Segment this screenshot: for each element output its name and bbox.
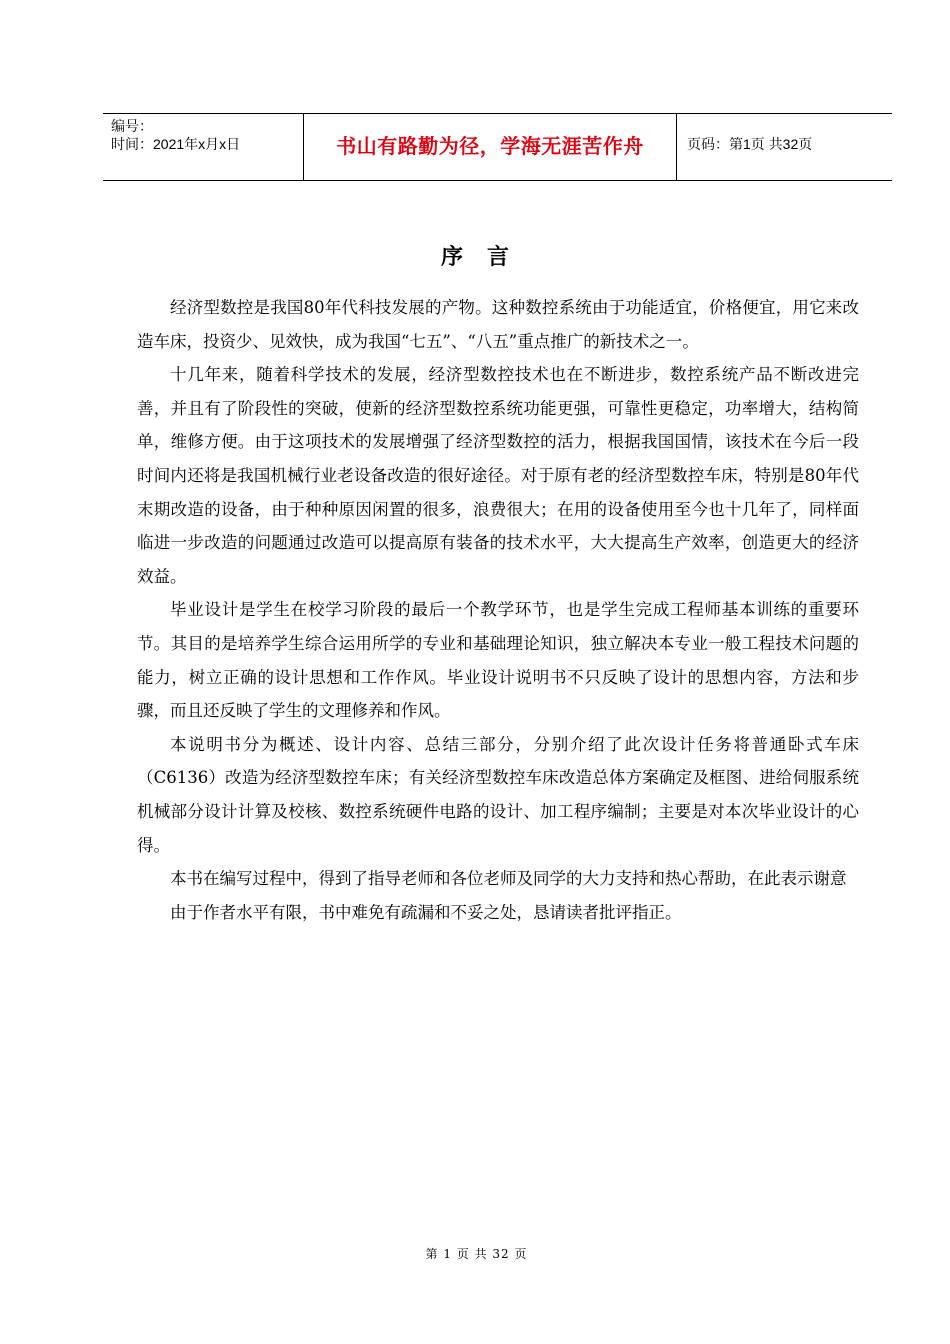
paragraph: 毕业设计是学生在校学习阶段的最后一个教学环节，也是学生完成工程师基本训练的重要环节。其目的是培养学生综合运用所学的专业和基础理论知识，独立解决本专业一般工程技术问题的能力，树立正确的设计思想和工作作风。毕业设计说明书不只反映了设计的思想内容，方法和步骤，而且还反映了学生的文理修养和作风。 [137, 600, 859, 721]
paragraph: 由于作者水平有限，书中难免有疏漏和不妥之处，恳请读者批评指正。 [170, 902, 682, 922]
serial-number-label: 编号： [111, 118, 153, 134]
document-body [137, 291, 859, 929]
date-label: 时间：2021年x月x日 [111, 136, 241, 152]
header-page-code: 页码：第1页 共32页 [687, 136, 813, 152]
paragraph: 本说明书分为概述、设计内容、总结三部分，分别介绍了此次设计任务将普通卧式车床（C6136）改造为经济型数控车床；有关经济型数控车床改造总体方案确定及框图、进给伺服系统机械部分设计计算及校核、数控系统硬件电路的设计、加工程序编制；主要是对本次毕业设计的心得。 [137, 734, 859, 855]
header-motto: 书山有路勤为径，学海无涯苦作舟 [336, 133, 644, 158]
paragraph: 本书在编写过程中，得到了指导老师和各位老师及同学的大力支持和热心帮助，在此表示谢意 [170, 869, 847, 889]
page-header [103, 113, 892, 181]
header-motto-cell [304, 114, 677, 180]
header-meta [103, 114, 304, 180]
paragraph: 十几年来，随着科学技术的发展，经济型数控技术也在不断进步，数控系统产品不断改进完善，并且有了阶段性的突破，使新的经济型数控系统功能更强，可靠性更稳定，功率增大，结构简单，维修方便。由于这项技术的发展增强了经济型数控的活力，根据我国国情，该技术在今后一段时间内还将是我国机械行业老设备改造的很好途径。对于原有老的经济型数控车床，特别是80年代末期改造的设备，由于种种原因闲置的很多，浪费很大；在用的设备使用至今也十几年了，同样面临进一步改造的问题通过改造可以提高原有装备的技术水平，大大提高生产效率，创造更大的经济效益。 [137, 365, 859, 586]
page-title: 序言 [440, 245, 533, 270]
page-footer: 第 1 页 共 32 页 [425, 1247, 528, 1261]
header-page-code-cell [677, 114, 892, 180]
paragraph: 经济型数控是我国80年代科技发展的产物。这种数控系统由于功能适宜，价格便宜，用它来改造车床，投资少、见效快，成为我国“七五”、“八五”重点推广的新技术之一。 [137, 298, 859, 351]
